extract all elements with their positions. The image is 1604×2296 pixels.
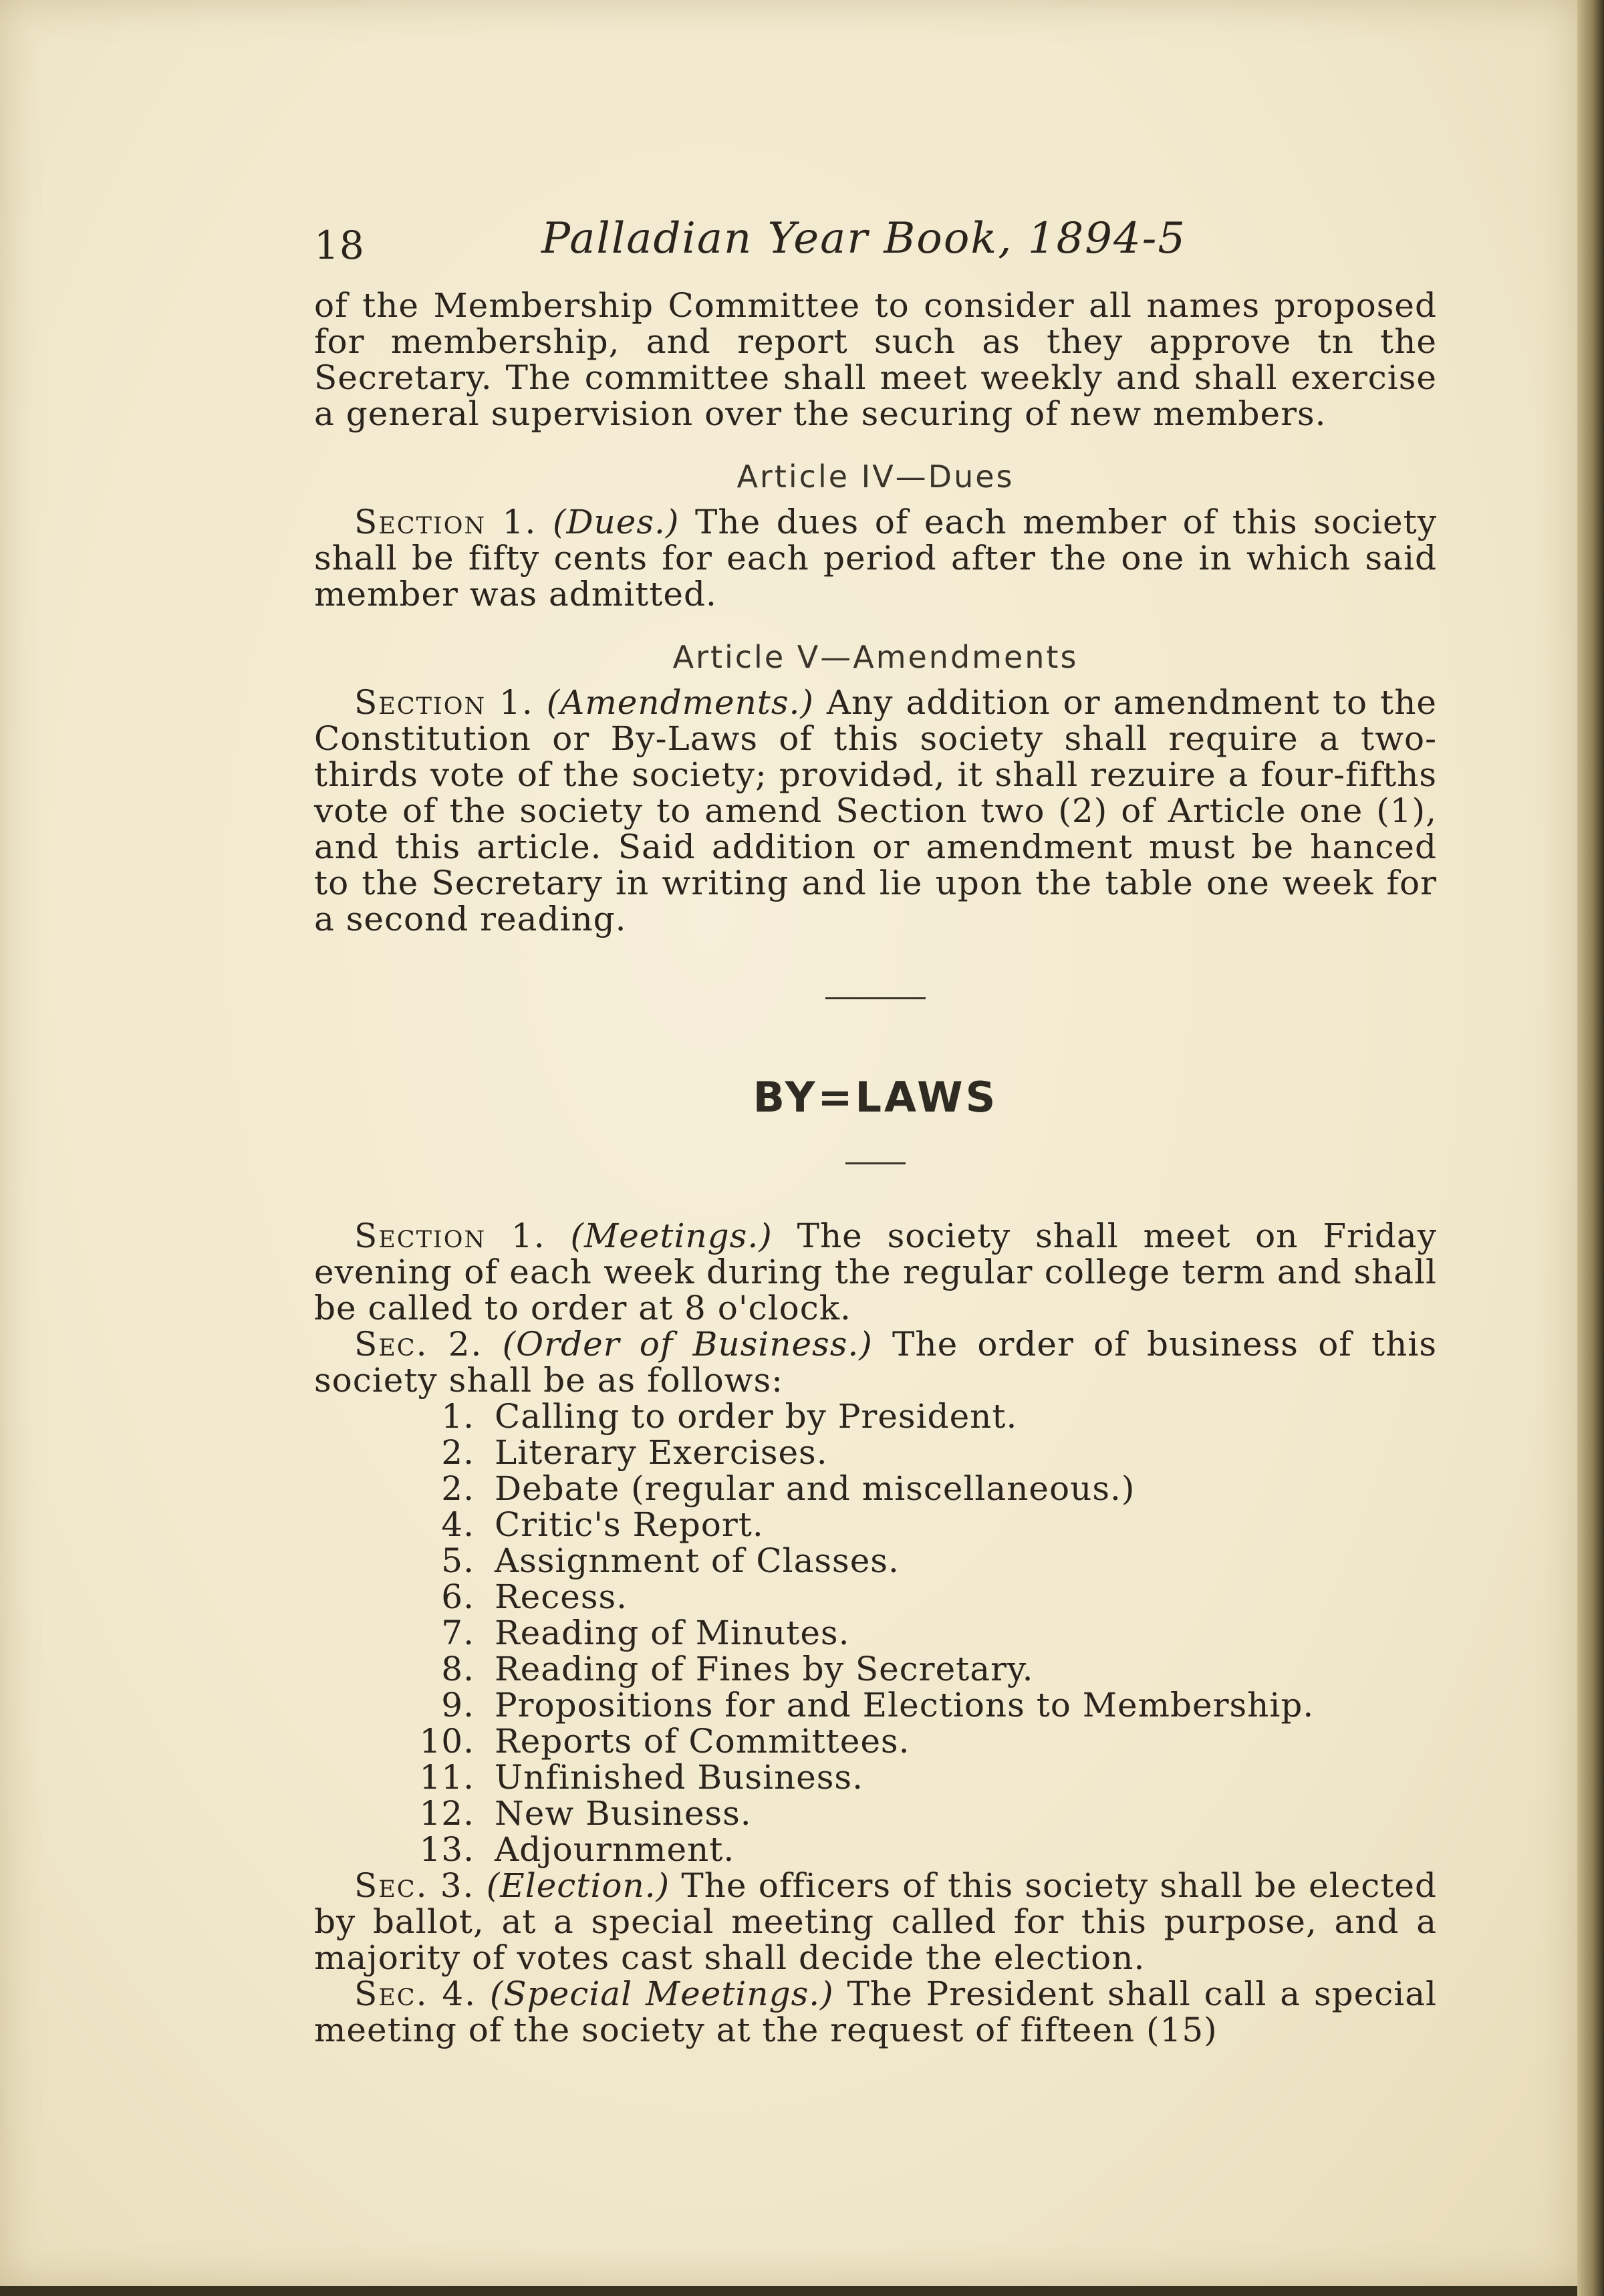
item-number: 2. — [441, 1469, 475, 1508]
section-label: Sec. 4. — [354, 1974, 477, 2013]
item-number: 8. — [441, 1650, 475, 1688]
list-item — [408, 1831, 1437, 1868]
section-title: (Amendments.) — [546, 683, 814, 722]
order-of-business-list — [314, 1398, 1437, 1868]
article-v-section-1 — [314, 684, 1437, 937]
continuation-paragraph: of the Membership Committee to consider all names proposed for membership, and report such as they approve tn the Secretary. The committee shall meet weekly and shall exercise a general supervision over the securing of new members. — [314, 286, 1437, 433]
item-text: Calling to order by President. — [495, 1397, 1018, 1436]
section-label: Section 1. — [354, 503, 537, 541]
item-number: 1. — [441, 1397, 475, 1436]
item-number: 9. — [441, 1686, 475, 1725]
bylaws-heading: BY=LAWS — [753, 1073, 998, 1122]
item-number: 13. — [419, 1830, 475, 1869]
list-item — [408, 1579, 1437, 1615]
item-number: 4. — [441, 1505, 475, 1544]
article-v-heading: Article V—Amendments — [672, 639, 1079, 675]
list-item — [408, 1434, 1437, 1471]
list-item — [408, 1398, 1437, 1434]
item-number: 6. — [441, 1577, 475, 1616]
section-label: Section 1. — [354, 683, 534, 722]
item-text: Recess. — [495, 1577, 628, 1616]
book-spine-edge — [1577, 0, 1604, 2296]
list-item — [408, 1615, 1437, 1651]
divider-rule — [825, 997, 926, 999]
item-text: New Business. — [495, 1794, 752, 1833]
item-text: Debate (regular and miscellaneous.) — [495, 1469, 1135, 1508]
item-text: Reading of Minutes. — [495, 1614, 850, 1652]
section-title: (Special Meetings.) — [489, 1974, 834, 2013]
article-iv-heading: Article IV—Dues — [737, 459, 1015, 495]
item-text: Adjournment. — [495, 1830, 735, 1869]
item-number: 10. — [419, 1722, 475, 1761]
item-text: Assignment of Classes. — [495, 1541, 900, 1580]
item-text: Reports of Committees. — [495, 1722, 910, 1761]
item-number: 12. — [419, 1794, 475, 1833]
section-title: (Election.) — [486, 1866, 670, 1905]
bylaws-section-2 — [314, 1326, 1437, 1398]
article-iv-section-1 — [314, 504, 1437, 612]
item-number: 11. — [419, 1758, 475, 1797]
section-text: The officers of this society shall be elected by ballot, at a special meeting called for this purpose, and a majority of votes cast shall decide the election. — [314, 1866, 1437, 1977]
list-item — [408, 1471, 1437, 1507]
list-item — [408, 1687, 1437, 1723]
item-number: 5. — [441, 1541, 475, 1580]
item-text: Reading of Fines by Secretary. — [495, 1650, 1034, 1688]
page-content — [314, 207, 1437, 2048]
section-title: (Dues.) — [552, 503, 680, 541]
item-text: Propositions for and Elections to Membership. — [495, 1686, 1315, 1725]
page-header — [314, 207, 1437, 287]
section-text: Any addition or amendment to the Constitution or By-Laws of this society shall require a two-thirds vote of the society; providəd, it shall rezuire a four-fifths vote of the society to amend Section two (2) of Article one (1), and this article. Said addition or amendment must be hanced to the Secretary in writing and lie upon the table one week for a second reading. — [314, 683, 1437, 938]
section-title: (Order of Business.) — [502, 1325, 873, 1364]
bylaws-section-3 — [314, 1868, 1437, 1976]
item-text: Unfinished Business. — [495, 1758, 863, 1797]
item-text: Literary Exercises. — [495, 1433, 828, 1472]
running-title: Palladian Year Book, 1894-5 — [541, 214, 1187, 263]
item-number: 2. — [441, 1433, 475, 1472]
list-item — [408, 1651, 1437, 1687]
list-item — [408, 1543, 1437, 1579]
item-text: Critic's Report. — [495, 1505, 764, 1544]
section-text: The order of business of this society shall be as follows: — [314, 1325, 1437, 1400]
section-text: The society shall meet on Friday evening of each week during the regular college term and shall be called to order at 8 o'clock. — [314, 1217, 1437, 1327]
section-title: (Meetings.) — [570, 1217, 773, 1255]
list-item — [408, 1759, 1437, 1795]
section-label: Sec. 3. — [354, 1866, 475, 1905]
item-number: 7. — [441, 1614, 475, 1652]
section-label: Sec. 2. — [354, 1325, 483, 1364]
page-number: 18 — [314, 223, 365, 268]
section-text: The dues of each member of this society shall be fifty cents for each period after the one in which said member was admitted. — [314, 503, 1437, 614]
divider-rule — [845, 1162, 906, 1164]
list-item — [408, 1795, 1437, 1831]
list-item — [408, 1723, 1437, 1759]
bylaws-section-1 — [314, 1218, 1437, 1326]
list-item — [408, 1507, 1437, 1543]
section-label: Section 1. — [354, 1217, 546, 1255]
section-text: The President shall call a special meeting of the society at the request of fifteen (15) — [314, 1974, 1437, 2049]
bylaws-section-4 — [314, 1976, 1437, 2048]
